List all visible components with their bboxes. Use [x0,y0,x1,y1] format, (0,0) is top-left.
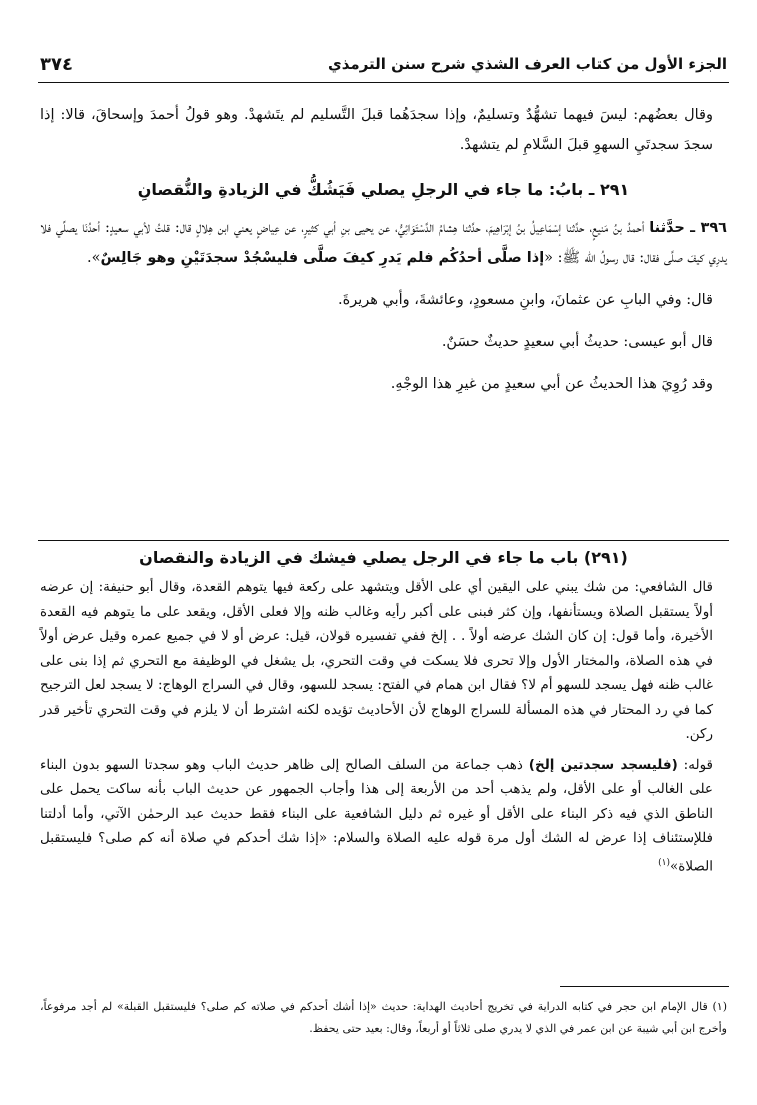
hadith-close: ». [87,250,101,266]
para2-lead: قوله: [677,756,714,773]
hadith-chain: أحمدُ بنُ مَنيعٍ، حدَّثنا إسْمَاعِيلُ بنُ إبْرَاهِيمَ، حدَّثنا هِشامُ الدَّسْتَوَائِيُّ، عن يحيى بنِ أبي كثيرٍ، عن عِياضٍ يعني ابن هِلالٍ قال: قلتُ لأبي سعيدٍ: أحدُنَا يصلِّي فلا يدرِي كيفَ صلَّى فقال: قال رسولُ الله ﷺ: « [40,220,727,266]
main-text [40,100,727,399]
commentary-heading: (٢٩١) باب ما جاء في الرجل يصلي فيشك في الزيادة والنقصان [139,548,628,567]
footnote-text: (١) قال الإمام ابن حجر في كتابه الدراية في تخريج أحاديث الهداية: حديث «إذا أشك أحدكم في صلاته كم صلى؟ فليستقبل القبلة» لم أجد مرفوعاً، وأخرج ابن أبي شيبة عن ابن عمر في الذي لا يدري صلى ثلاثاً أو أربعاً، وقال: بعيد حتى يحفظ. [40,1000,727,1035]
section-rule [38,540,729,541]
page-number: ٣٧٤ [40,53,73,75]
footnote-marker: (١) [658,857,671,868]
commentary-paragraph-1: قال الشافعي: من شك يبني على اليقين أي على الأقل ويتشهد على ركعة فيها يتوهم القعدة، وقال أبو حنيفة: إن عرضه أولاً يستقبل الصلاة ويستأنفها، وإن كثر فبنى على أكبر رأيه وغالب ظنه وإلا فعلى الأقل، ويقعد على ما يتوهم فيه القعدة الأخيرة، وأما قول: إن كان الشك عرضه أولاً . . إلخ ففي تفسيره قولان، قيل: عرض أو لا في جميع عمره وقيل عرض أولاً في هذه الصلاة، والمختار الأول وإلا تحرى فلا يسكت في وقت التحري، بل يشغل في الوظيفة مع التحري ثم إذا بنى على غالب ظنه فهل يسجد للسهو أم لا؟ فقال ابن همام في الفتح: يسجد للسهو، وقال في السراج الوهاج: لا يسجد لعل الترجيح كما في رد المحتار في هذه المسألة للسراج الوهاج لأن الأحاديث تؤيده لكنه اشترط أن لا يلزم في وقت التحري تأخير قدر ركن. [40,579,713,742]
footnote [40,996,727,1040]
para2-bold-quote: (فليسجد سجدتين إلخ) [528,756,678,773]
note-grading: قال أبو عيسى: حديثُ أبي سعيدٍ حديثٌ حسَنٌ. [441,334,713,350]
commentary [40,548,727,879]
chapter-title: ٢٩١ ـ بابُ: ما جاء في الرجلِ يصلي فَيَشُكُّ في الزيادةِ والنُّقصانِ [137,180,630,199]
header-rule [38,82,729,83]
hadith-paragraph [40,213,727,273]
hadith-quote: إذا صلَّى أحدُكُم فلم يَدرِ كيفَ صلَّى فليسْجُدْ سجدَتَيْنِ وهو جَالِسٌ [100,250,545,266]
page-header [40,48,727,80]
footnote-rule [560,986,729,987]
intro-paragraph: وقال بعضُهم: ليسَ فيهما تشهُّدٌ وتسليمٌ، وإذا سجدَهُما قبلَ التَّسليم لم يتَشهدْ. وهو قولُ أحمدَ وإسحاقَ، قالا: إذا سجدَ سجدتَيِ السهوِ قبلَ السَّلامِ لم يتشهدْ. [40,107,713,153]
note-similar: قال: وفي البابِ عن عثمانَ، وابنِ مسعودٍ، وعائشةَ، وأبي هريرةَ. [338,292,713,308]
commentary-paragraph-2 [40,753,727,879]
note-other-chains: وقد رُوِيَ هذا الحديثُ عن أبي سعيدٍ من غيرِ هذا الوجْهِ. [390,376,713,392]
para2-body: ذهب جماعة من السلف الصالح إلى ظاهر حديث الباب وهو سجدتا السهو بدون البناء على الغالب أو على الأقل، ولم يذهب أحد من الأربعة إلى هذا وأجاب الجمهور عن حديث الباب بأنه ساكت يحمل على الناطق الذي فيه ذكر البناء على الأقل أو غيره ثم دليل الشافعية على البناء فقط حديث عبد الرحمٰن الآتي، وأما أدلتنا فللإستئناف إذا عرض له الشك أول مرة قوله عليه الصلاة والسلام: «إذا شك أحدكم في صلاة أنه كم صلى؟ فليستقبل الصلاة» [40,756,713,874]
hadith-number: ٣٩٦ ـ حدَّثنا [649,220,728,236]
running-title: الجزء الأول من كتاب العرف الشذي شرح سنن الترمذي [328,55,727,73]
